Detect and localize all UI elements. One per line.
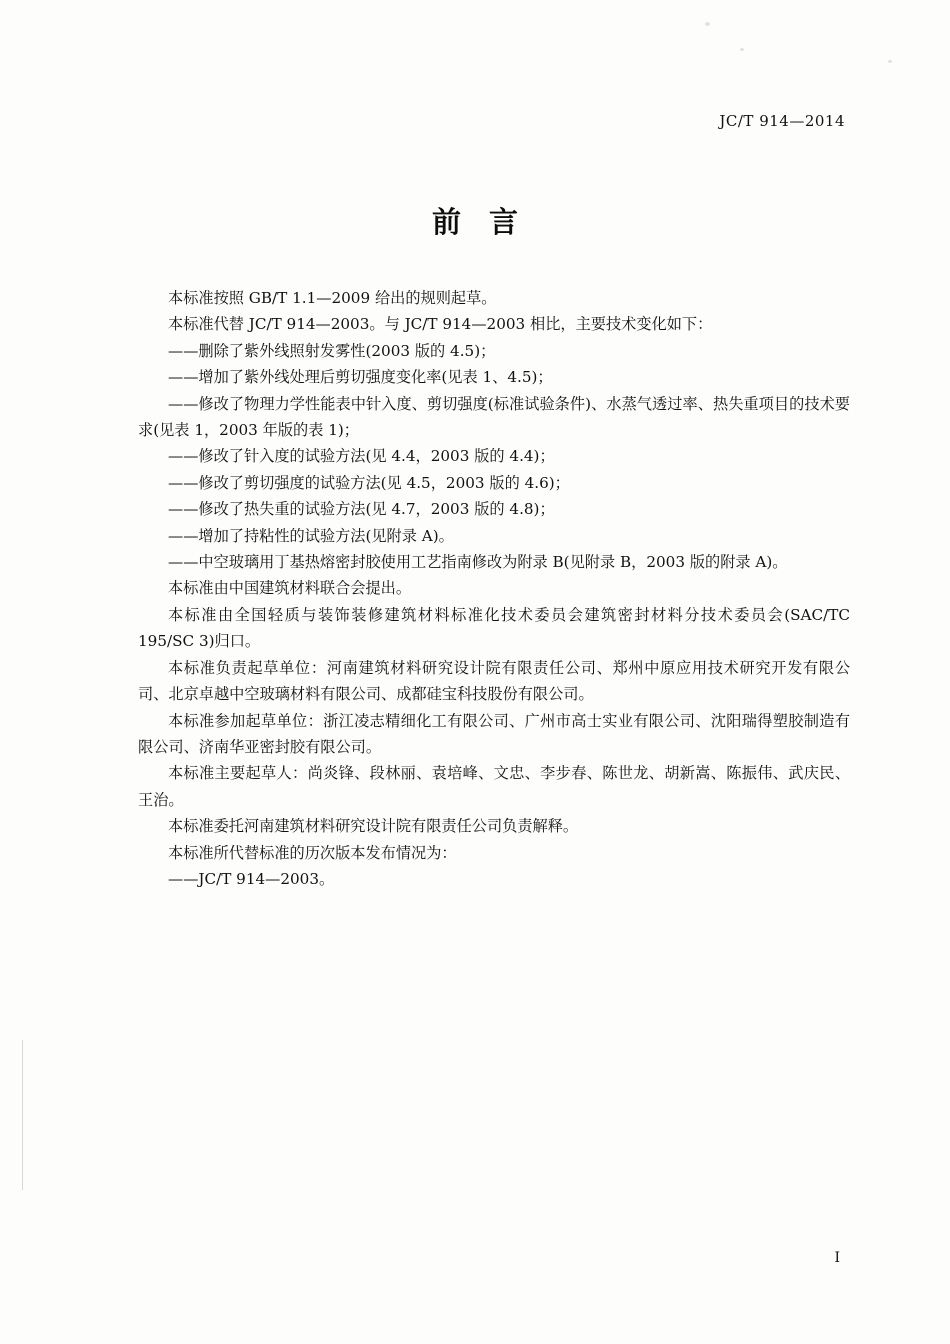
foreword-body <box>138 285 850 892</box>
standard-code-header: JC/T 914—2014 <box>719 112 845 130</box>
paragraph: ——修改了物理力学性能表中针入度、剪切强度(标准试验条件)、水蒸气透过率、热失重项目的技术要求(见表 1，2003 年版的表 1)； <box>138 394 850 440</box>
paragraph: ——修改了剪切强度的试验方法(见 4.5，2003 版的 4.6)； <box>168 473 570 492</box>
paragraph: 本标准由中国建筑材料联合会提出。 <box>168 579 411 598</box>
paragraph: ——中空玻璃用丁基热熔密封胶使用工艺指南修改为附录 B(见附录 B，2003 版的附录 A)。 <box>168 553 788 572</box>
paragraph: 本标准代替 JC/T 914—2003。与 JC/T 914—2003 相比，主要技术变化如下： <box>168 315 713 334</box>
paragraph: ——修改了热失重的试验方法(见 4.7，2003 版的 4.8)； <box>168 500 555 519</box>
scan-edge-mark <box>22 1040 23 1190</box>
scan-speck <box>740 48 744 51</box>
paragraph: ——修改了针入度的试验方法(见 4.4，2003 版的 4.4)； <box>168 447 555 466</box>
paragraph: 本标准委托河南建筑材料研究设计院有限责任公司负责解释。 <box>168 817 579 836</box>
paragraph: 本标准由全国轻质与装饰装修建筑材料标准化技术委员会建筑密封材料分技术委员会(SAC/TC 195/SC 3)归口。 <box>138 605 850 651</box>
paragraph: 本标准负责起草单位：河南建筑材料研究设计院有限责任公司、郑州中原应用技术研究开发有限公司、北京卓越中空玻璃材料有限公司、成都硅宝科技股份有限公司。 <box>138 658 850 704</box>
paragraph: ——增加了紫外线处理后剪切强度变化率(见表 1、4.5)； <box>168 368 553 387</box>
paragraph: 本标准按照 GB/T 1.1—2009 给出的规则起草。 <box>168 289 497 307</box>
paragraph: 本标准主要起草人：尚炎锋、段林丽、袁培峰、文忠、李步春、陈世龙、胡新嵩、陈振伟、武庆民、王治。 <box>138 764 850 809</box>
page-number: I <box>834 1250 840 1266</box>
paragraph: ——增加了持粘性的试验方法(见附录 A)。 <box>168 526 454 545</box>
page-title: 前言 <box>431 205 546 239</box>
scan-speck <box>888 60 892 63</box>
paragraph: 本标准所代替标准的历次版本发布情况为： <box>168 843 457 862</box>
paragraph: ——JC/T 914—2003。 <box>168 869 335 888</box>
paragraph: ——删除了紫外线照射发雾性(2003 版的 4.5)； <box>168 341 496 360</box>
scan-speck <box>705 22 710 26</box>
paragraph: 本标准参加起草单位：浙江凌志精细化工有限公司、广州市高士实业有限公司、沈阳瑞得塑胶制造有限公司、济南华亚密封胶有限公司。 <box>138 711 850 756</box>
